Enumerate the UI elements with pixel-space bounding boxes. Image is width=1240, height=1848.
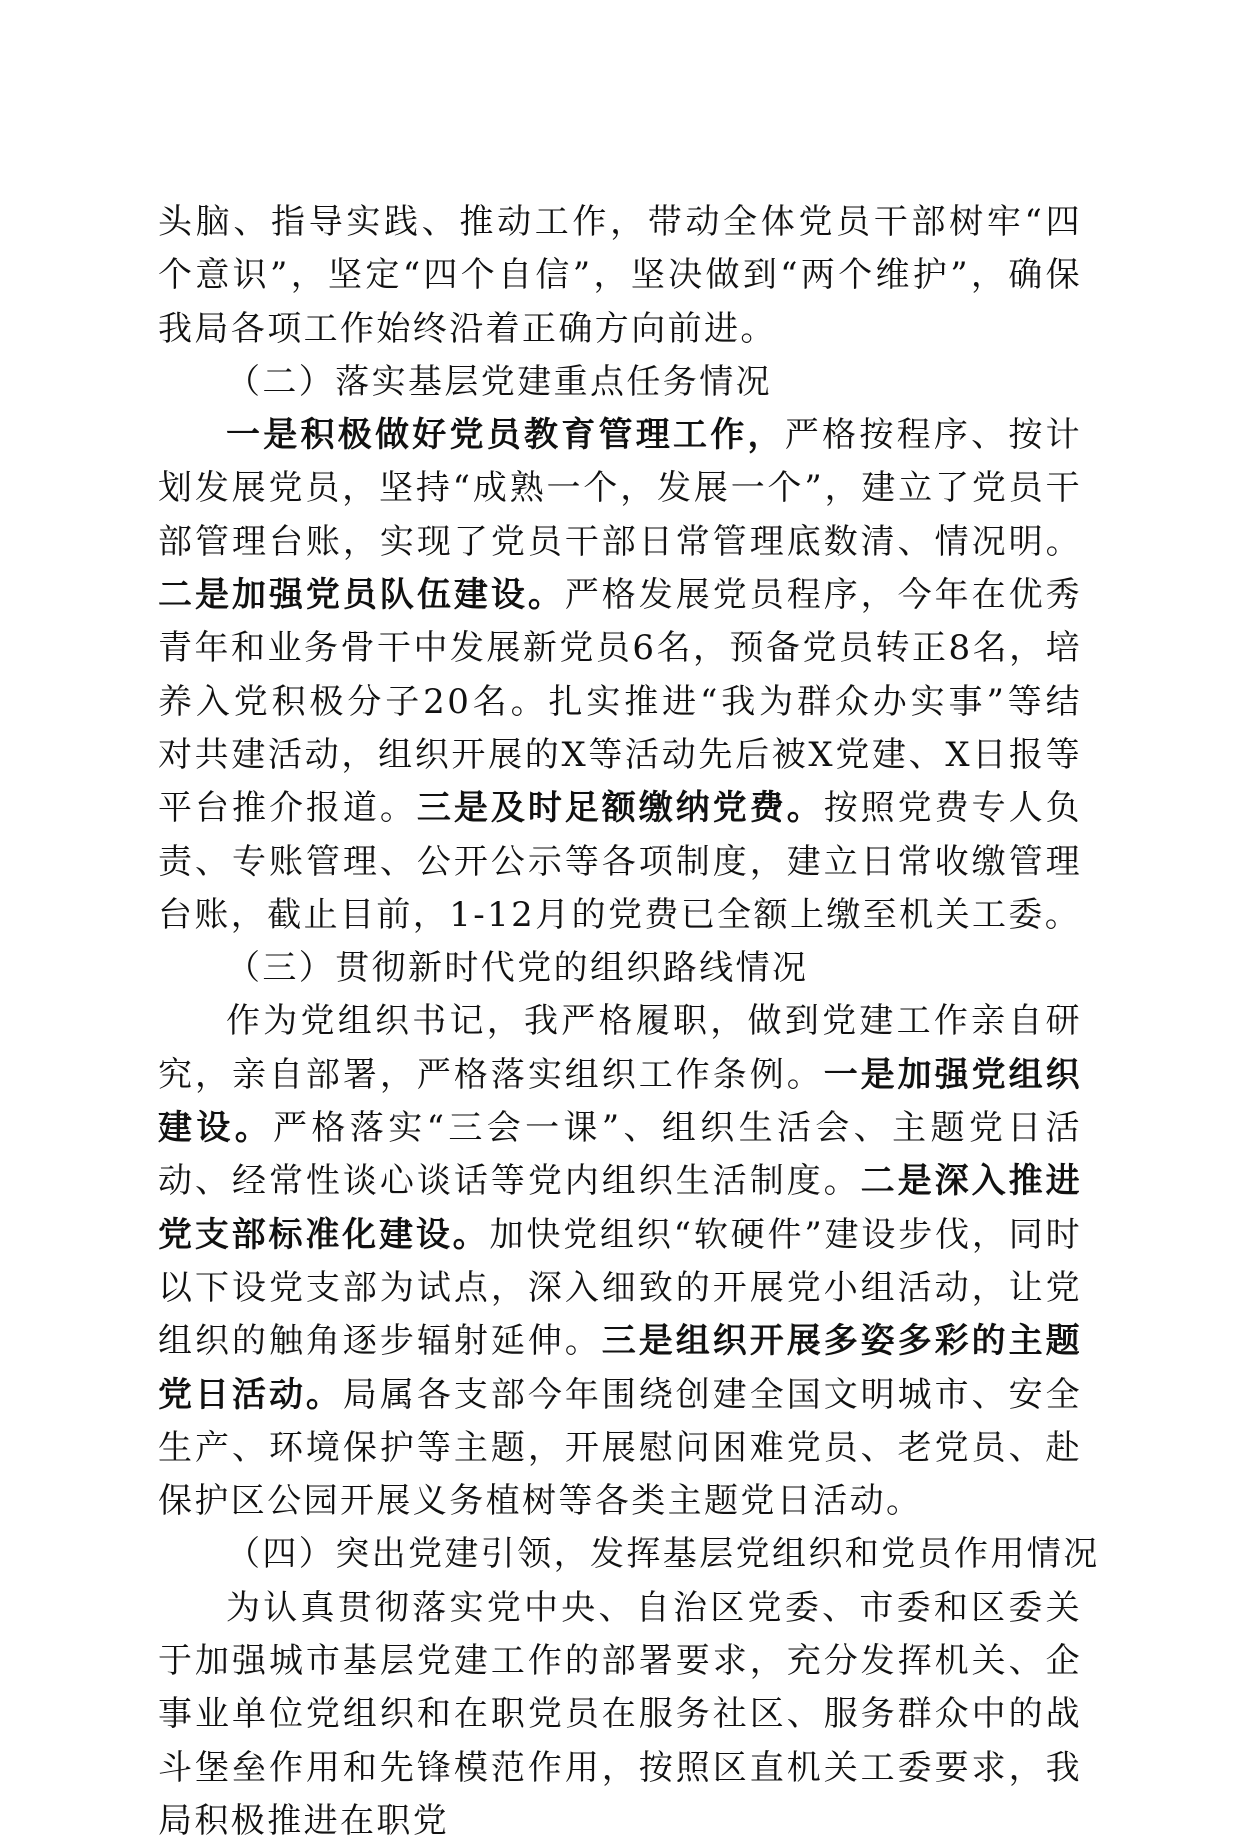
body-text: 加快党组织“软硬件”建设步伐，同时以下设党支部为试点，深入细致的开展党小组活动，让党组织的触角逐步辐射延伸。 [158,1214,1082,1362]
bold-lead-2: 二是深入推进党支部标准化建设。 [158,1161,1082,1255]
paragraph-section-3 [158,995,1082,1528]
body-text: 局属各支部今年围绕创建全国文明城市、安全生产、环境保护等主题，开展慰问困难党员、老党员、赴保护区公园开展义务植树等各类主题党日活动。 [158,1374,1083,1522]
paragraph-section-4: 为认真贯彻落实党中央、自治区党委、市委和区委关于加强城市基层党建工作的部署要求，充分发挥机关、企事业单位党组织和在职党员在服务社区、服务群众中的战斗堡垒作用和先锋模范作用，按照区直机关工委要求，我局积极推进在职党 [158,1587,1082,1841]
section-heading-2: （二）落实基层党建重点任务情况 [226,361,772,402]
bold-lead-3: 三是及时足额缴纳党费。 [416,788,824,829]
body-text: 严格发展党员程序，今年在优秀青年和业务骨干中发展新党员6名，预备党员转正8名，培养入党积极分子20名。扎实推进“我为群众办实事”等结对共建活动，组织开展的X等活动先后被X党建、X日报等平台推介报道。 [158,575,1082,829]
body-text: 按照党费专人负责、专账管理、公开公示等各项制度，建立日常收缴管理台账，截止目前，1-12月的党费已全额上缴至机关工委。 [158,788,1082,935]
bold-lead-3: 三是组织开展多姿多彩的主题党日活动。 [158,1321,1082,1415]
paragraph-continued: 头脑、指导实践、推动工作，带动全体党员干部树牢“四个意识”，坚定“四个自信”，坚决做到“两个维护”，确保我局各项工作始终沿着正确方向前进。 [158,202,1082,349]
body-text: 严格按程序、按计划发展党员，坚持“成熟一个，发展一个”，建立了党员干部管理台账，实现了党员干部日常管理底数清、情况明。 [158,415,1083,562]
section-heading-3: （三）贯彻新时代党的组织路线情况 [226,948,809,989]
paragraph-section-2 [158,409,1082,942]
section-heading-4: （四）突出党建引领，发挥基层党组织和党员作用情况 [226,1534,1100,1575]
bold-lead-2: 二是加强党员队伍建设。 [158,575,565,616]
bold-lead-1: 一是加强党组织建设。 [158,1054,1082,1149]
bold-lead-1: 一是积极做好党员教育管理工作， [226,415,785,456]
body-text: 严格落实“三会一课”、组织生活会、主题党日活动、经常性谈心谈话等党内组织生活制度。 [158,1108,1083,1202]
body-text: 作为党组织书记，我严格履职，做到党建工作亲自研究，亲自部署，严格落实组织工作条例。 [158,1001,1082,1095]
document-page [158,196,1100,1848]
